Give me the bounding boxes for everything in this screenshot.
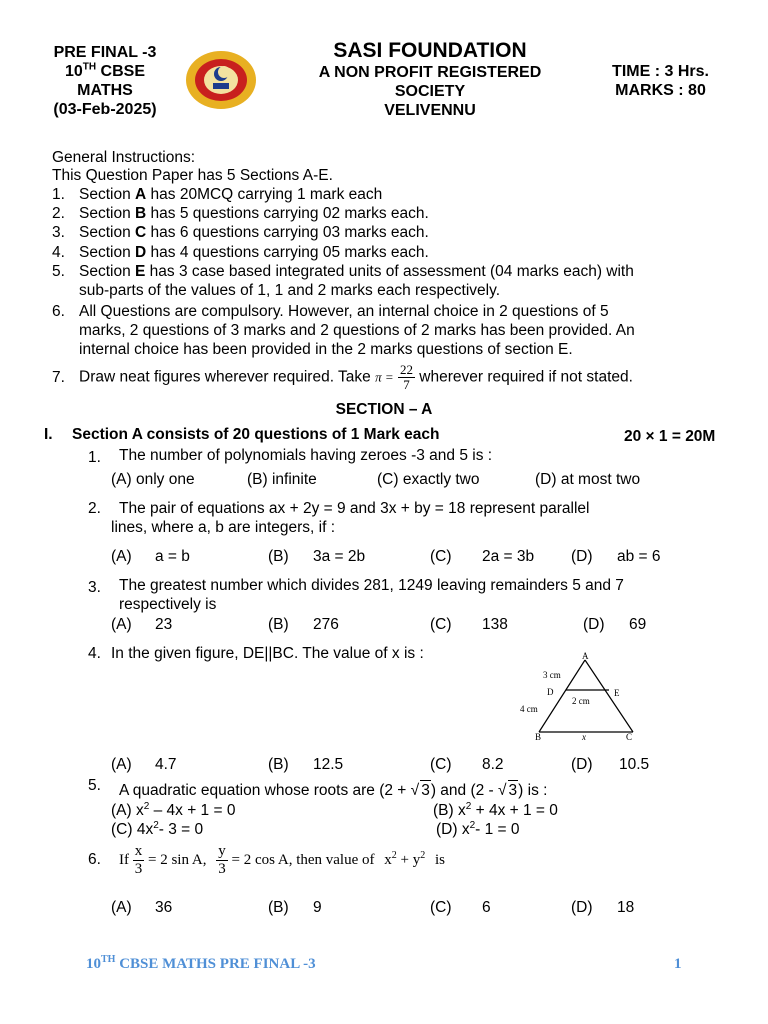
question-text: In the given figure, DE||BC. The value of x is : — [111, 645, 424, 662]
option-a: (A) $x^2 - 4x + 1 = 0$ — [111, 800, 236, 819]
question-number: 3. — [88, 579, 101, 596]
option-a-value: a = b — [155, 548, 190, 565]
sqrt-symbol: √ — [498, 782, 507, 799]
instruction-item: 4. Section D has 4 questions carrying 05 marks each. — [52, 244, 429, 261]
option-b-label: (B) — [268, 756, 289, 773]
instruction-item: 6. All Questions are compulsory. However, an internal choice in 2 questions of 5 — [52, 303, 609, 320]
instruction-item: 2. Section B has 5 questions carrying 02 marks each. — [52, 205, 429, 222]
option-c: (C) exactly two — [377, 471, 480, 488]
page-number: 1 — [674, 956, 682, 972]
exam-name: PRE FINAL -3 — [53, 44, 157, 61]
option-c: (C) $4x^2-$ 3 = 0 — [111, 819, 204, 838]
option-c-value: 8.2 — [482, 756, 504, 773]
instruction-item-cont: marks, 2 questions of 3 marks and 2 questions of 2 marks has been provided. An — [79, 322, 635, 339]
header-center-block — [270, 39, 590, 120]
x-over-3: $\frac{x}{3}$ — [134, 843, 143, 878]
instruction-item: 7. Draw neat figures wherever required. Take π = $\frac{22}{7}$ wherever required if not stated. — [52, 362, 633, 392]
question-text-cont: respectively is — [119, 596, 217, 613]
segment-bc-label: x — [582, 732, 586, 742]
option-c-value: 2a = 3b — [482, 548, 535, 565]
option-c-label: (C) — [430, 756, 452, 773]
option-b: (B) $x^2 + 4x + 1 = 0$ — [433, 800, 558, 819]
subtitle-line1: A NON PROFIT REGISTERED — [318, 64, 542, 81]
option-d-value: 69 — [629, 616, 647, 633]
question-text: A quadratic equation whose roots are (2 + √ 3) and (2 - √ 3) is : — [119, 782, 548, 799]
question-text: The greatest number which divides 281, 1249 leaving remainders 5 and 7 — [119, 577, 624, 594]
option-a-label: (A) — [111, 616, 132, 633]
vertex-e-label: E — [614, 688, 620, 698]
option-b: (B) infinite — [247, 471, 317, 488]
option-b-value: 12.5 — [313, 756, 344, 773]
option-d-value: ab = 6 — [617, 548, 661, 565]
option-c-label: (C) — [430, 899, 452, 916]
option-c-label: (C) — [430, 616, 452, 633]
option-d: (D) at most two — [535, 471, 641, 488]
header-right-block — [593, 62, 728, 100]
max-marks: MARKS : 80 — [615, 82, 706, 99]
subtitle-line2: SOCIETY — [394, 83, 466, 100]
location: VELIVENNU — [384, 102, 476, 119]
option-b-value: 9 — [313, 899, 322, 916]
option-a-value: 4.7 — [155, 756, 177, 773]
sqrt-symbol: √ — [410, 782, 420, 799]
question-text: The number of polynomials having zeroes -3 and 5 is : — [119, 447, 493, 464]
instruction-item: 5. Section E has 3 case based integrated units of assessment (04 marks each) with — [52, 263, 634, 280]
option-d: (D) $x^2-$ 1 = 0 — [436, 819, 520, 838]
option-c-value: 6 — [482, 899, 491, 916]
vertex-c-label: C — [626, 732, 633, 742]
question-number: 5. — [88, 777, 101, 794]
question-number: 1. — [88, 449, 101, 466]
pi-fraction: $\frac{22}{7}$ — [399, 362, 413, 392]
option-c-value: 138 — [482, 616, 508, 633]
option-b-label: (B) — [268, 616, 289, 633]
class-board: 10TH CBSE — [64, 61, 146, 80]
section-marks: 20 × 1 = 20M — [624, 428, 716, 445]
segment-ad-label: 3 cm — [543, 670, 561, 680]
subject: MATHS — [77, 82, 133, 99]
section-roman: I. — [44, 426, 53, 443]
instruction-item-cont: sub-parts of the values of 1, 1 and 2 marks each respectively. — [79, 282, 501, 299]
option-b-label: (B) — [268, 548, 289, 565]
instruction-item-cont: internal choice has been provided in the 2 marks questions of section E. — [79, 341, 573, 358]
instructions-heading: General Instructions: — [52, 149, 196, 166]
segment-de-label: 2 cm — [572, 696, 590, 706]
option-d-label: (D) — [571, 548, 593, 565]
option-a: (A) only one — [111, 471, 195, 488]
option-a-value: 36 — [155, 899, 173, 916]
option-a-value: 23 — [155, 616, 173, 633]
exam-date: (03-Feb-2025) — [53, 101, 157, 118]
question-text: If $\frac{x}{3}$ = 2 sin A, $\frac{y}{3}$ = 2 cos A, then value of $x^2 + y^2$ is — [119, 843, 445, 878]
option-a-label: (A) — [111, 548, 132, 565]
question-number: 4. — [88, 645, 101, 662]
section-title: SECTION – A — [335, 401, 433, 418]
vertex-b-label: B — [535, 732, 542, 742]
option-b-value: 3a = 2b — [313, 548, 366, 565]
option-b-label: (B) — [268, 899, 289, 916]
question-text: The pair of equations ax + 2y = 9 and 3x + by = 18 represent parallel — [119, 500, 590, 517]
option-d-label: (D) — [571, 899, 593, 916]
time-allowed: TIME : 3 Hrs. — [612, 63, 709, 80]
y-over-3: $\frac{y}{3}$ — [218, 843, 226, 878]
option-a-label: (A) — [111, 756, 132, 773]
option-d-label: (D) — [583, 616, 605, 633]
option-a-label: (A) — [111, 899, 132, 916]
option-d-label: (D) — [571, 756, 593, 773]
segment-db-label: 4 cm — [520, 704, 538, 714]
vertex-d-label: D — [547, 687, 554, 697]
option-d-value: 18 — [617, 899, 635, 916]
option-d-value: 10.5 — [619, 756, 650, 773]
question-number: 2. — [88, 500, 101, 517]
sasi-foundation-seal-logo — [184, 50, 258, 110]
section-description: Section A consists of 20 questions of 1 Mark each — [72, 426, 440, 443]
foundation-title: SASI FOUNDATION — [333, 39, 527, 62]
option-c-label: (C) — [430, 548, 452, 565]
footer-title: 10TH CBSE MATHS PRE FINAL -3 — [86, 954, 316, 972]
instructions-intro: This Question Paper has 5 Sections A-E. — [52, 167, 333, 184]
vertex-a-label: A — [582, 651, 589, 661]
instruction-item: 3. Section C has 6 questions carrying 03 marks each. — [52, 224, 429, 241]
header-left-block — [40, 43, 170, 119]
instruction-item: 1. Section A has 20MCQ carrying 1 mark each — [52, 186, 383, 203]
question-number: 6. — [88, 851, 101, 868]
option-b-value: 276 — [313, 616, 339, 633]
triangle-figure — [515, 650, 645, 742]
question-text-cont: lines, where a, b are integers, if : — [111, 519, 336, 536]
